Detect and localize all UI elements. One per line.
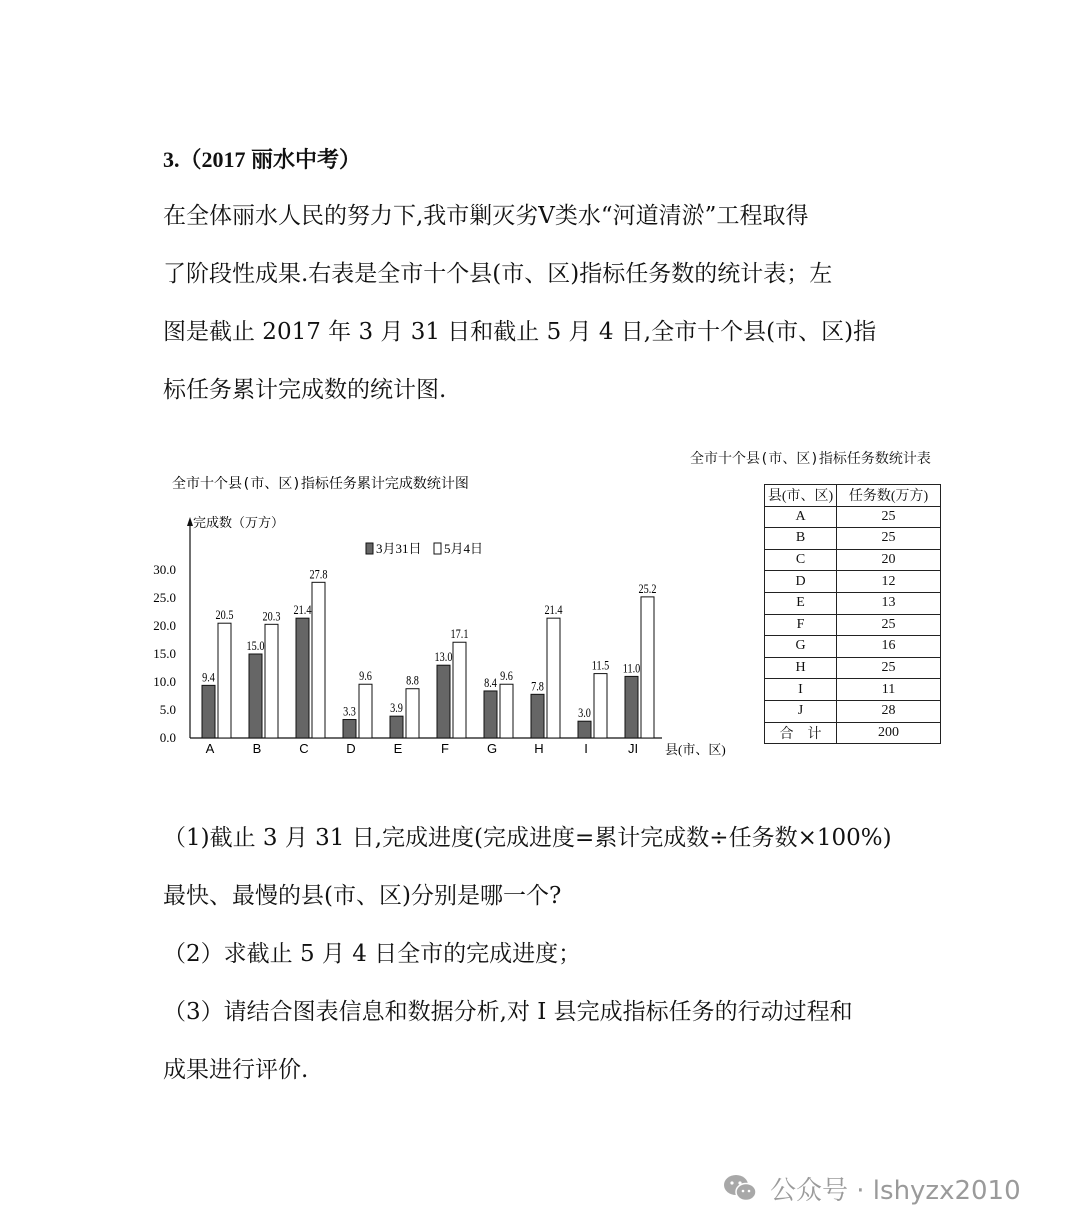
table-row: [765, 549, 941, 571]
bar: [343, 720, 356, 738]
problem-heading: 3.（2017 丽水中考）: [163, 147, 362, 172]
table-row: [765, 679, 941, 701]
bar-value-label: 17.1: [450, 628, 469, 642]
bar: [500, 684, 513, 738]
task-cell: 25: [837, 614, 941, 636]
bar-value-label: 8.4: [484, 677, 497, 691]
table-row: [765, 636, 941, 658]
table-row: [765, 657, 941, 679]
bar: [484, 691, 497, 738]
watermark-text: 公众号 · lshyzx2010: [770, 1175, 1021, 1206]
task-cell: 12: [837, 571, 941, 593]
task-cell: 13: [837, 592, 941, 614]
bar: [202, 685, 215, 738]
chart-title: 全市十个县(市、区)指标任务累计完成数统计图: [172, 476, 469, 492]
county-cell: I: [765, 679, 837, 701]
county-cell: 合 计: [765, 722, 837, 744]
y-tick-label: 15.0: [153, 646, 176, 661]
bar: [437, 665, 450, 738]
bar: [453, 642, 466, 738]
x-tick-label: JI: [627, 741, 639, 756]
table-row: [765, 506, 941, 528]
question-line: 成果进行评价.: [163, 1057, 309, 1083]
county-cell: B: [765, 528, 837, 550]
task-table: [764, 484, 941, 744]
bar-value-label: 9.6: [500, 670, 513, 684]
x-tick-label: B: [252, 741, 262, 756]
bar-value-label: 3.9: [390, 702, 403, 716]
county-cell: F: [765, 614, 837, 636]
question-line: 最快、最慢的县(市、区)分别是哪一个?: [163, 883, 562, 909]
task-cell: 25: [837, 506, 941, 528]
legend-swatch: [434, 543, 441, 554]
bar: [390, 716, 403, 738]
table-row: [765, 592, 941, 614]
bar: [578, 721, 591, 738]
county-cell: A: [765, 506, 837, 528]
table-row: [765, 571, 941, 593]
bar-value-label: 7.8: [531, 680, 544, 694]
county-cell: E: [765, 592, 837, 614]
table-title: 全市十个县(市、区)指标任务数统计表: [690, 451, 931, 467]
intro-line: 图是截止 2017 年 3 月 31 日和截止 5 月 4 日,全市十个县(市、区)指: [163, 319, 877, 345]
task-cell: 20: [837, 549, 941, 571]
x-tick-label: G: [486, 741, 498, 756]
intro-line: 标任务累计完成数的统计图.: [163, 377, 447, 403]
y-axis-label: 完成数（万方）: [193, 515, 285, 530]
bar-value-label: 11.5: [591, 659, 610, 673]
intro-line: 在全体丽水人民的努力下,我市剿灭劣Ⅴ类水“河道清淤”工程取得: [163, 203, 809, 229]
y-tick-label: 5.0: [159, 702, 176, 717]
question-line: （2）求截止 5 月 4 日全市的完成进度；: [163, 941, 582, 967]
bar: [641, 597, 654, 738]
county-cell: C: [765, 549, 837, 571]
table-row: [765, 722, 941, 744]
county-cell: J: [765, 700, 837, 722]
bar-value-label: 9.6: [359, 670, 372, 684]
task-cell: 25: [837, 528, 941, 550]
bar: [547, 618, 560, 738]
question-line: （3）请结合图表信息和数据分析,对 I 县完成指标任务的行动过程和: [163, 999, 853, 1025]
x-tick-label: H: [534, 741, 544, 756]
bar-value-label: 20.5: [215, 609, 234, 623]
county-cell: H: [765, 657, 837, 679]
bar: [359, 684, 372, 738]
bar: [312, 582, 325, 738]
table-row: [765, 528, 941, 550]
bar: [594, 674, 607, 738]
task-cell: 200: [837, 722, 941, 744]
bar: [531, 694, 544, 738]
x-axis-label: 县(市、区): [665, 742, 726, 757]
header-county: 县(市、区): [765, 485, 837, 507]
watermark: [722, 1168, 1021, 1208]
questions: [163, 810, 933, 1100]
legend-label: 5月4日: [444, 541, 484, 556]
bar-value-label: 11.0: [622, 662, 641, 676]
table-row: [765, 700, 941, 722]
x-tick-label: A: [205, 741, 215, 756]
county-cell: D: [765, 571, 837, 593]
legend-swatch: [366, 543, 373, 554]
x-tick-label: I: [584, 741, 588, 756]
x-tick-label: F: [441, 741, 449, 756]
y-tick-label: 30.0: [153, 562, 176, 577]
table-header-row: [765, 485, 941, 507]
county-cell: G: [765, 636, 837, 658]
bar: [265, 624, 278, 738]
bar-value-label: 3.0: [578, 707, 591, 721]
x-tick-label: C: [299, 741, 309, 756]
x-tick-label: D: [346, 741, 356, 756]
y-tick-label: 20.0: [153, 618, 176, 633]
y-tick-label: 0.0: [159, 730, 176, 745]
bar-value-label: 8.8: [406, 674, 419, 689]
problem-intro: [163, 187, 923, 419]
wechat-icon: [722, 1173, 758, 1203]
bar-value-label: 25.2: [638, 583, 657, 597]
bar-value-label: 15.0: [246, 640, 265, 654]
bar-value-label: 21.4: [544, 604, 563, 618]
bar-value-label: 27.8: [309, 568, 328, 582]
bar: [218, 623, 231, 738]
question-line: （1)截止 3 月 31 日,完成进度(完成进度=累计完成数÷任务数×100%): [163, 825, 892, 851]
task-cell: 25: [837, 657, 941, 679]
bar-value-label: 20.3: [262, 610, 281, 624]
bar-value-label: 9.4: [202, 671, 215, 685]
intro-line: 了阶段性成果.右表是全市十个县(市、区)指标任务数的统计表；左: [163, 261, 833, 287]
y-tick-label: 25.0: [153, 590, 176, 605]
bar: [249, 654, 262, 738]
y-tick-label: 10.0: [153, 674, 176, 689]
task-cell: 28: [837, 700, 941, 722]
completion-bar-chart: [150, 470, 750, 770]
task-cell: 11: [837, 679, 941, 701]
table-row: [765, 614, 941, 636]
bar: [625, 676, 638, 738]
bar: [406, 689, 419, 738]
bar-value-label: 13.0: [434, 651, 453, 665]
legend-label: 3月31日: [376, 541, 422, 556]
x-tick-label: E: [393, 741, 403, 756]
bar: [296, 618, 309, 738]
task-cell: 16: [837, 636, 941, 658]
header-task: 任务数(万方): [837, 485, 941, 507]
bar-value-label: 3.3: [343, 705, 356, 719]
bar-value-label: 21.4: [293, 604, 312, 618]
